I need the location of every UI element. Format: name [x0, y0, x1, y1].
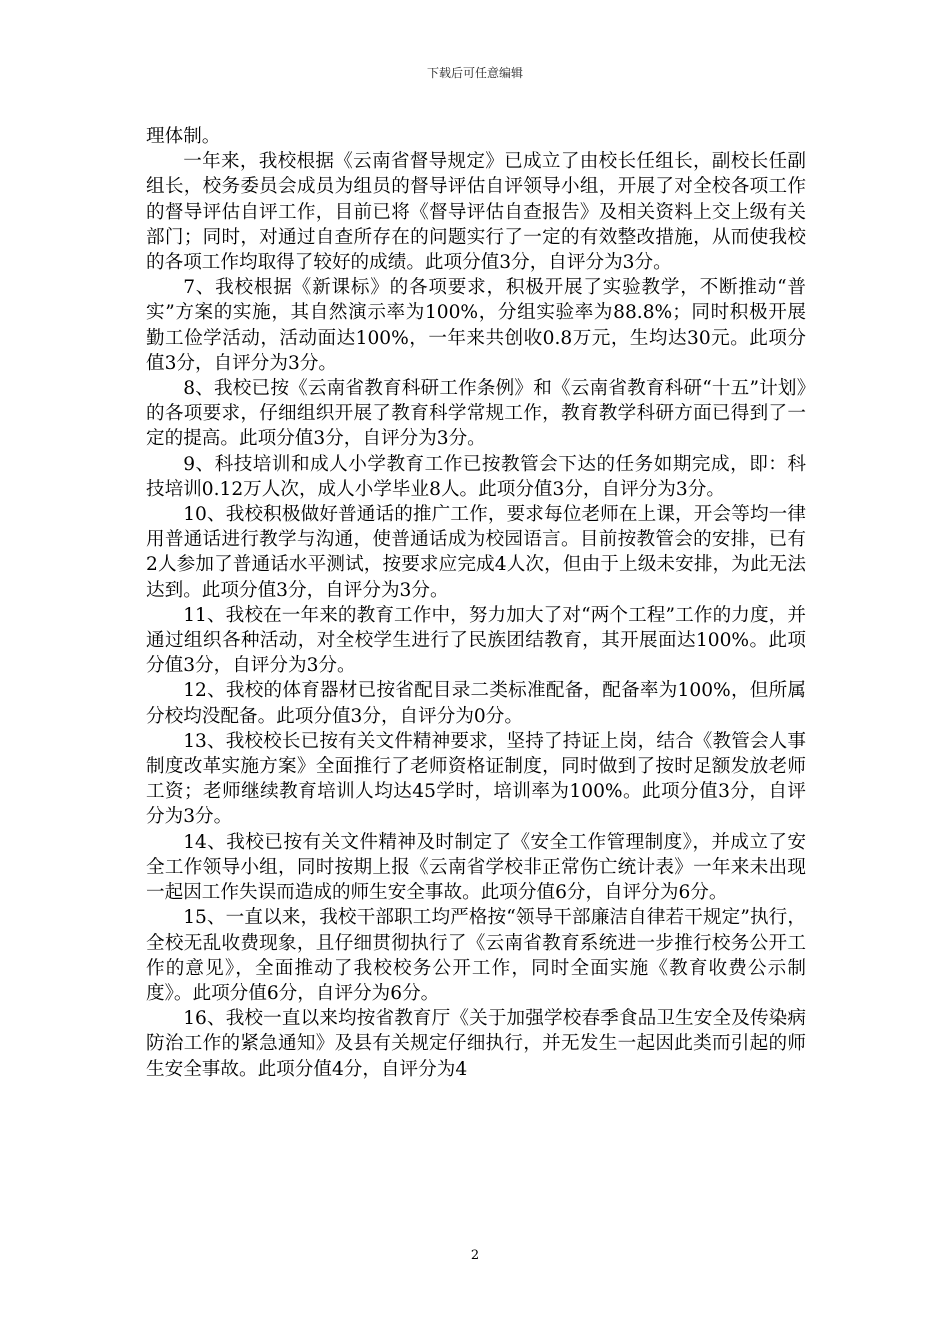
- paragraph: 15、一直以来，我校干部职工均严格按“领导干部廉洁自律若干规定”执行，全校无乱收费现象，且仔细贯彻执行了《云南省教育系统进一步推行校务公开工作的意见》，全面推动了我校校务公开工作，同时全面实施《教育收费公示制度》。此项分值6分，自评分为6分。: [146, 907, 806, 1004]
- paragraph: 10、我校积极做好普通话的推广工作，要求每位老师在上课，开会等均一律用普通话进行教学与沟通，使普通话成为校园语言。目前按教管会的安排，已有2人参加了普通话水平测试，按要求应完成4人次，但由于上级未安排，为此无法达到。此项分值3分，自评分为3分。: [146, 504, 806, 601]
- paragraph: 11、我校在一年来的教育工作中，努力加大了对“两个工程”工作的力度，并通过组织各种活动，对全校学生进行了民族团结教育，其开展面达100%。此项分值3分，自评分为3分。: [146, 604, 806, 677]
- page-number: 2: [470, 1248, 480, 1263]
- paragraph: 9、科技培训和成人小学教育工作已按教管会下达的任务如期完成，即：科技培训0.12万人次，成人小学毕业8人。此项分值3分，自评分为3分。: [146, 453, 806, 500]
- paragraph: 14、我校已按有关文件精神及时制定了《安全工作管理制度》，并成立了安全工作领导小组，同时按期上报《云南省学校非正常伤亡统计表》一年来未出现一起因工作失误而造成的师生安全事故。此项分值6分，自评分为6分。: [146, 831, 806, 904]
- paragraph: 理体制。: [146, 126, 221, 147]
- paragraph: 一年来，我校根据《云南省督导规定》已成立了由校长任组长，副校长任副组长，校务委员会成员为组员的督导评估自评领导小组，开展了对全校各项工作的督导评估自评工作，目前已将《督导评估自查报告》及相关资料上交上级有关部门；同时，对通过自查所存在的问题实行了一定的有效整改措施，从而使我校的各项工作均取得了较好的成绩。此项分值3分，自评分为3分。: [146, 151, 806, 274]
- paragraph: 7、我校根据《新课标》的各项要求，积极开展了实验教学，不断推动“普实”方案的实施，其自然演示率为100%，分组实验率为88.8%；同时积极开展勤工俭学活动，活动面达100%，一年来共创收0.8万元，生均达30元。此项分值3分，自评分为3分。: [146, 277, 806, 374]
- paragraph: 16、我校一直以来均按省教育厅《关于加强学校春季食品卫生安全及传染病防治工作的紧急通知》及县有关规定仔细执行，并无发生一起因此类而引起的师生安全事故。此项分值4分，自评分为4: [146, 1008, 806, 1080]
- document-body: [146, 124, 806, 1082]
- page-header: 下载后可任意编辑: [426, 66, 523, 80]
- paragraph: 13、我校校长已按有关文件精神要求，坚持了持证上岗，结合《教管会人事制度改革实施方案》全面推行了老师资格证制度，同时做到了按时足额发放老师工资；老师继续教育培训人均达45学时，培训率为100%。此项分值3分，自评分为3分。: [146, 730, 806, 828]
- paragraph: 8、我校已按《云南省教育科研工作条例》和《云南省教育科研“十五”计划》的各项要求，仔细组织开展了教育科学常规工作，教育教学科研方面已得到了一定的提高。此项分值3分，自评分为3分。: [146, 378, 806, 450]
- paragraph: 12、我校的体育器材已按省配目录二类标准配备，配备率为100%，但所属分校均没配备。此项分值3分，自评分为0分。: [146, 680, 806, 727]
